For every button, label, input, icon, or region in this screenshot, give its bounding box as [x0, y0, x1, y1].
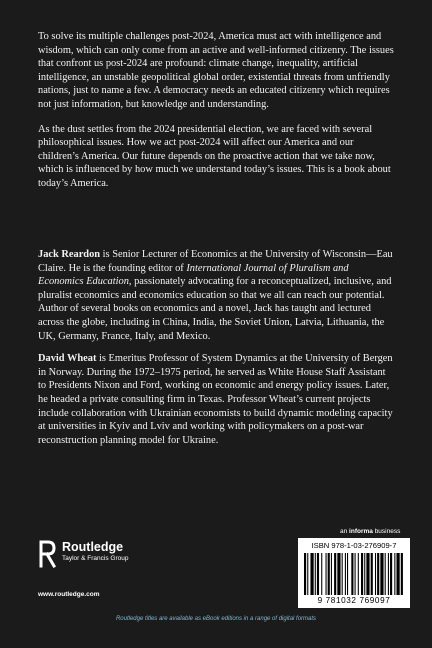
bio-wheat: [38, 352, 396, 447]
author-name-reardon: Jack Reardon: [38, 249, 101, 260]
book-blurb: [38, 30, 396, 202]
informa-suffix: business: [372, 528, 401, 535]
barcode-bar: [371, 553, 373, 595]
informa-prefix: an: [340, 528, 350, 535]
barcode-bar: [347, 553, 348, 595]
barcode-bar: [304, 553, 306, 595]
barcode-bar: [337, 553, 340, 595]
routledge-logo: [38, 540, 158, 580]
barcode-bar: [328, 553, 330, 595]
barcode-bar: [364, 553, 365, 595]
barcode-bar: [380, 553, 383, 595]
informa-business-tag: [340, 528, 400, 535]
journal-title: International Journal of Pluralism and Economics Education: [38, 262, 349, 288]
barcode-bar: [377, 553, 379, 595]
barcode-bar: [321, 553, 322, 595]
blurb-paragraph-1: To solve its multiple challenges post-2024, America must act with intelligence and wisdom, which can only come from an active and well-informed citizenry. The issues that confront us post-2024 are profound: climate change, inequality, artificial intelligence, an unstable geopolitical global order, existential threats from unfriendly nations, just to name a few. A democracy needs an educated citizenry which requires not just information, but knowledge and understanding.: [38, 31, 394, 110]
bio-reardon-text-2: , passionately advocating for a reconceptualized, inclusive, and pluralist economics and economics education so that we all can reach our potential. Author of several books on economics and a novel, Jack has taught and lectured across the globe, including in China, India, the Soviet Union, Latvia, Lithuania, the UK, Germany, France, Italy, and Mexico.: [38, 276, 392, 342]
barcode-bar: [351, 553, 353, 595]
barcode-bar: [355, 553, 356, 595]
barcode-bar: [345, 553, 346, 595]
informa-name: informa: [349, 528, 373, 535]
publisher-name: Routledge: [62, 540, 124, 554]
barcode-digits: 9 781032 769097: [317, 596, 391, 605]
barcode-bar: [396, 553, 399, 595]
routledge-r-icon: [38, 540, 58, 568]
isbn-label: ISBN 978-1-03-276909-7: [311, 541, 397, 550]
footer-note: Routledge titles are available as eBook editions in a range of digital formats: [115, 616, 317, 622]
author-name-wheat: David Wheat: [38, 353, 97, 365]
barcode-bar: [361, 553, 363, 595]
bio-reardon-text-1: is Senior Lecturer of Economics at the University of Wisconsin—Eau Claire. He is the founding editor of: [38, 249, 393, 274]
publisher-group: Taylor & Francis Group: [62, 555, 129, 562]
barcode-bar: [315, 553, 316, 595]
barcode-bar: [401, 553, 403, 595]
barcode-bar: [317, 553, 319, 595]
barcode-bar: [307, 553, 308, 595]
barcode-bar: [358, 553, 359, 595]
barcode-bar: [331, 553, 332, 595]
barcode-bar: [326, 553, 327, 595]
barcode-bars: [304, 553, 404, 595]
isbn-barcode: [298, 538, 410, 608]
barcode-bar: [390, 553, 392, 595]
barcode-bar: [385, 553, 386, 595]
barcode-bar: [334, 553, 336, 595]
author-bios: [38, 248, 396, 456]
barcode-bar: [388, 553, 389, 595]
blurb-paragraph-2: As the dust settles from the 2024 presidential election, we are faced with several philosophical issues. How we act post-2024 will affect our America and our children’s America. Our future depends on the proactive action that we take now, which is influenced by how much we understand today’s issues. This is a book about today’s America.: [38, 123, 391, 189]
publisher-website: www.routledge.com: [38, 591, 100, 598]
bio-reardon: [38, 248, 396, 343]
barcode-bar: [375, 553, 376, 595]
barcode-bar: [366, 553, 369, 595]
barcode-bar: [394, 553, 395, 595]
barcode-bar: [310, 553, 313, 595]
bio-wheat-text: is Emeritus Professor of System Dynamics at the University of Bergen in Norway. During the 1972–1975 period, he served as White House Staff Assistant to Presidents Nixon and Ford, working on economic and energy policy issues. Later, he headed a private consulting firm in Texas. Professor Wheat’s current projects include collaboration with Ukrainian economists to build dynamic modeling capacity at universities in Kyiv and Lviv and working with policymakers on a post-war reconstruction planning model for Ukraine.: [38, 353, 393, 446]
barcode-bar: [342, 553, 343, 595]
